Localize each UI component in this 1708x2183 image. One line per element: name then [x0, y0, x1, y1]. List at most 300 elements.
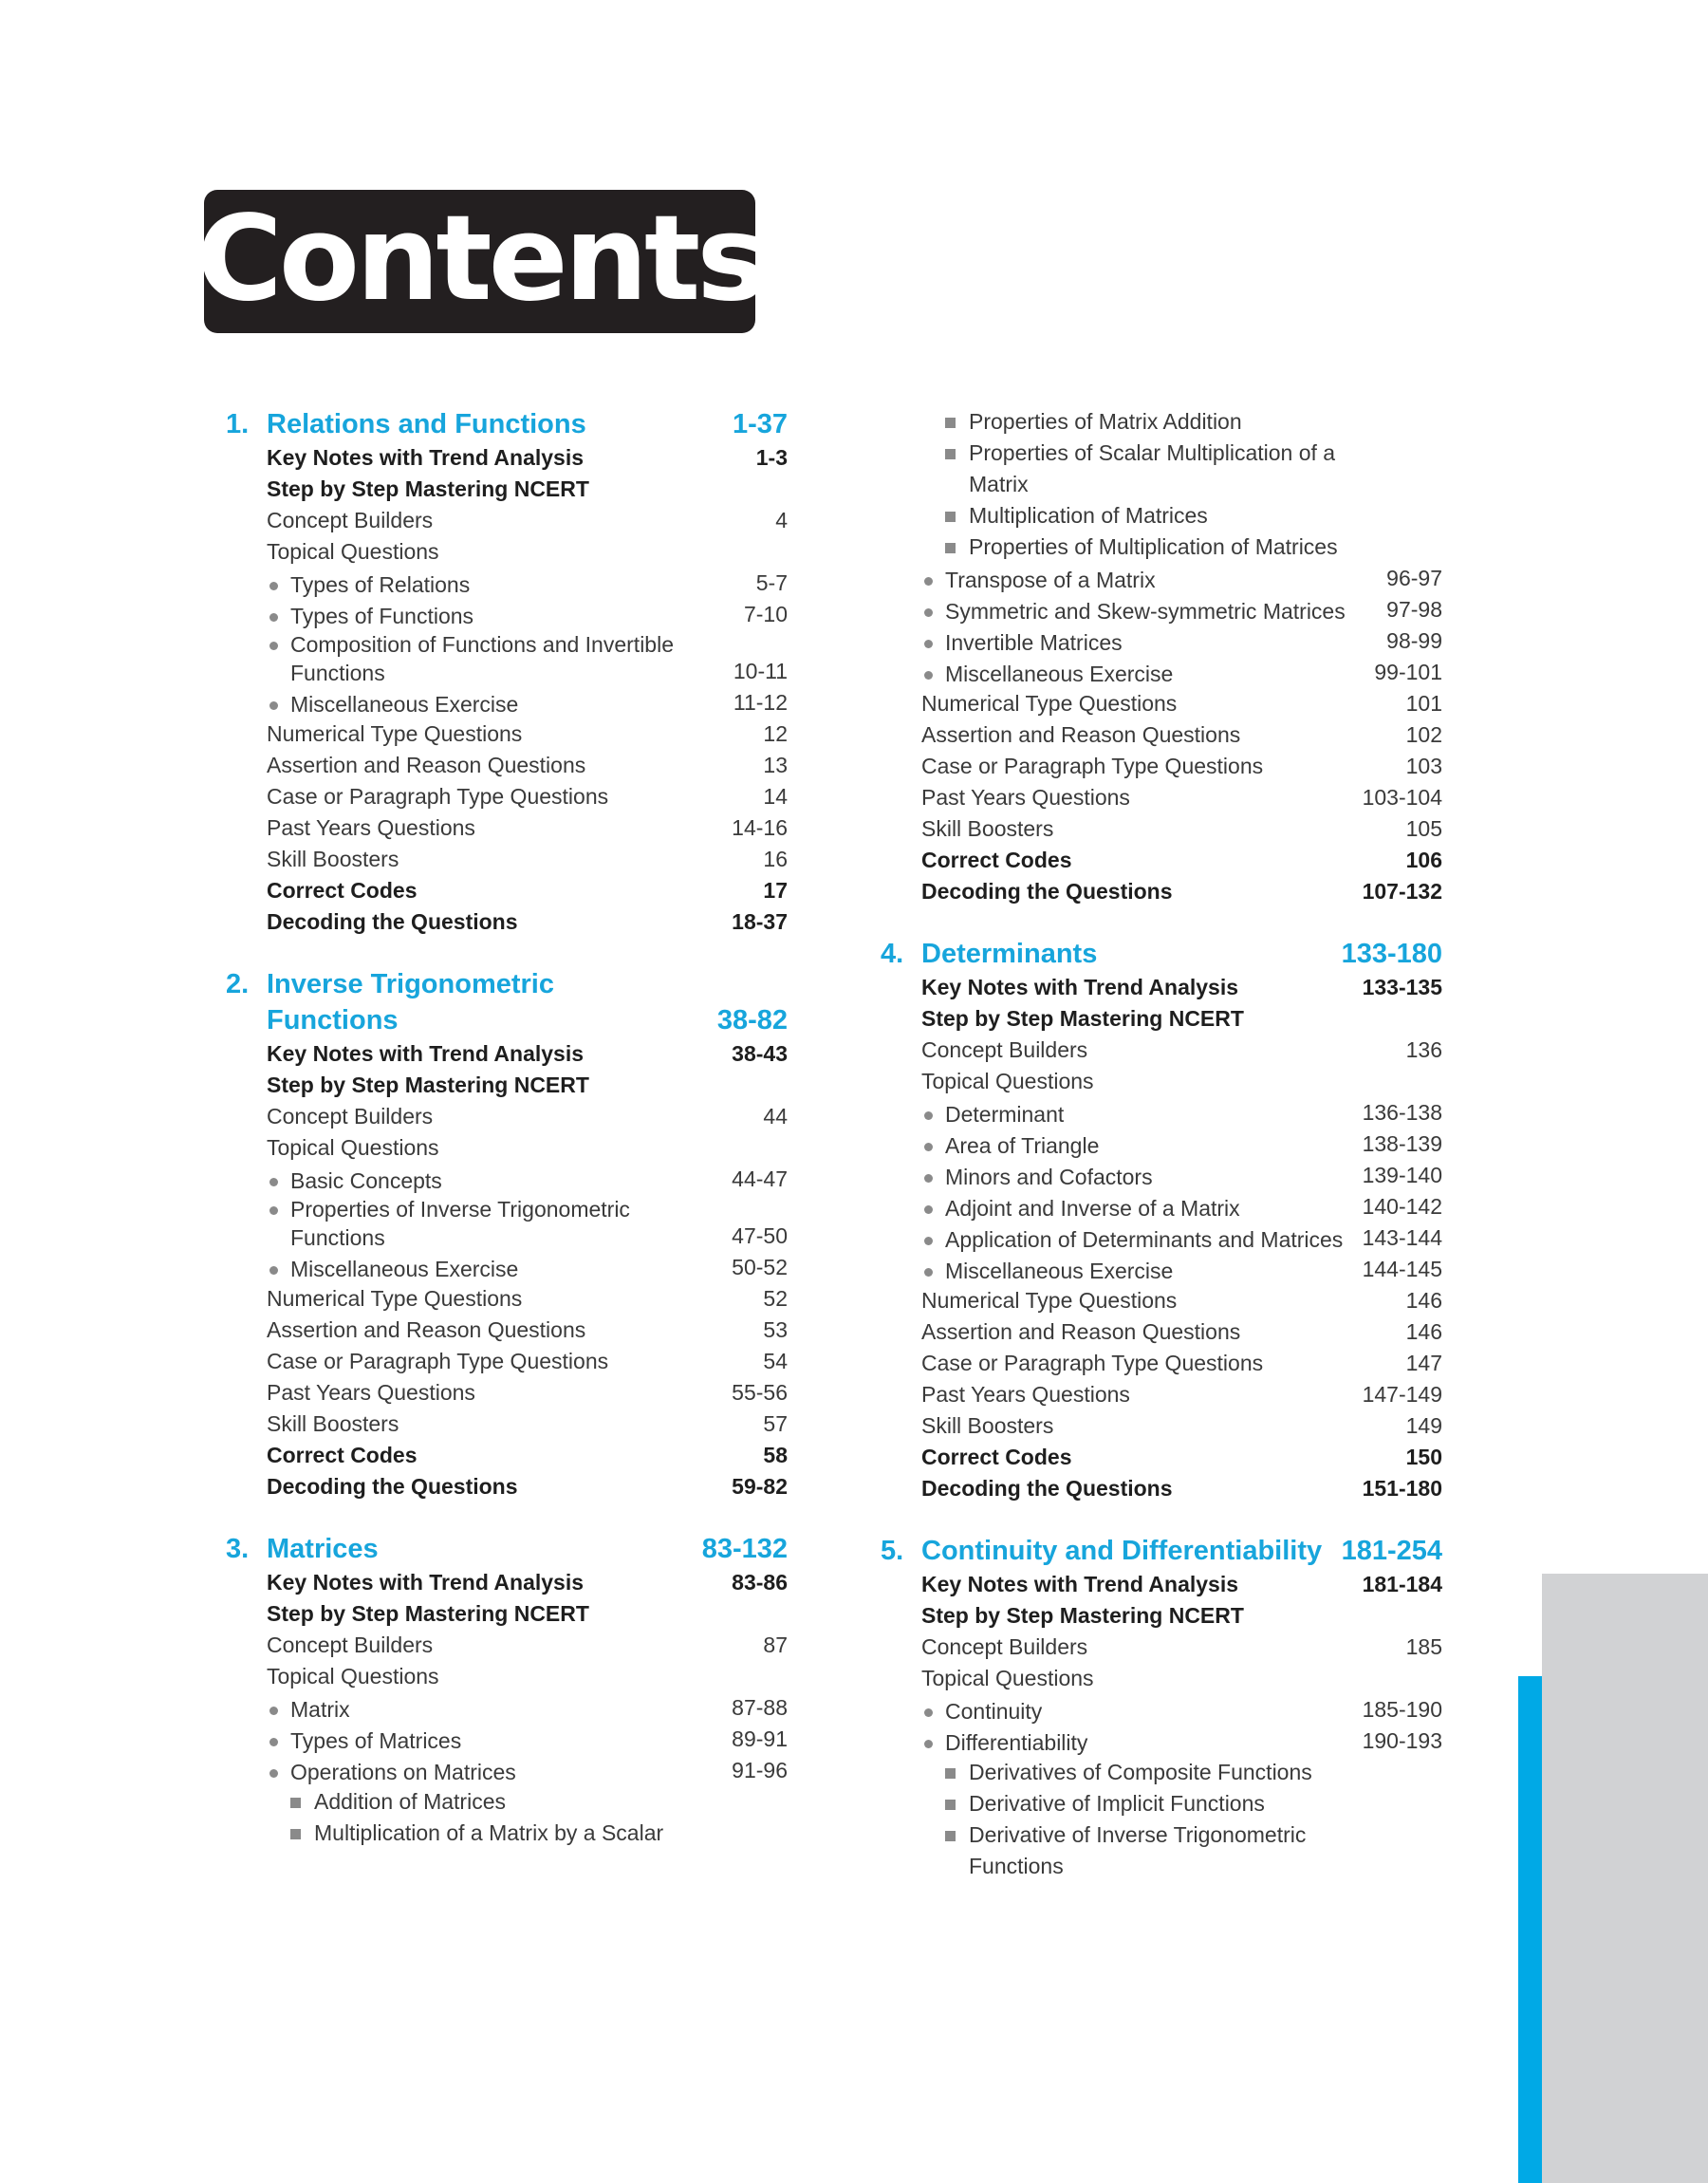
entry-text: Case or Paragraph Type Questions [267, 784, 609, 809]
entry-label [945, 1819, 1339, 1882]
entry-text: Area of Triangle [945, 1133, 1100, 1158]
entry-label [267, 536, 702, 568]
toc-subsubentry[interactable] [226, 1818, 788, 1849]
entry-label [921, 1257, 1357, 1285]
entry-text: Case or Paragraph Type Questions [267, 1349, 609, 1373]
entry-pages: 4 [775, 508, 788, 532]
entry-label [921, 628, 1357, 657]
toc-column-left [226, 406, 788, 1849]
entry-label [267, 1038, 702, 1070]
entry-pages: 185-190 [1362, 1697, 1442, 1722]
toc-subentry[interactable] [881, 563, 1442, 594]
entry-text: Key Notes with Trend Analysis [267, 1041, 585, 1066]
entry-text: Correct Codes [267, 878, 418, 903]
chapter-pages: 1-37 [732, 409, 788, 439]
toc-entry[interactable] [881, 1348, 1442, 1379]
entry-pages: 102 [1405, 722, 1442, 747]
toc-entry[interactable] [881, 1066, 1442, 1097]
entry-text: Concept Builders [921, 1634, 1088, 1659]
entry-pages: 190-193 [1362, 1728, 1442, 1753]
chapter-title: Relations and Functions [267, 409, 586, 439]
toc-subentry[interactable] [226, 1195, 788, 1252]
round-bullet-icon [924, 1143, 933, 1151]
entry-text: Topical Questions [267, 1135, 439, 1160]
entry-pages: 139-140 [1362, 1163, 1442, 1187]
entry-label [921, 1569, 1357, 1600]
entry-label [921, 1066, 1357, 1097]
toc-subentry[interactable] [881, 594, 1442, 625]
chapter-number: 5. [881, 1536, 904, 1566]
toc-entry[interactable] [881, 1003, 1442, 1035]
entry-label [267, 602, 702, 630]
toc-entry[interactable] [226, 750, 788, 781]
entry-label [921, 1442, 1357, 1473]
entry-text: Transpose of a Matrix [945, 568, 1156, 592]
chapter-block [226, 966, 788, 1502]
toc-subentry[interactable] [881, 1129, 1442, 1160]
chapter-heading[interactable] [881, 936, 1442, 972]
entry-pages: 17 [763, 878, 788, 903]
entry-label [921, 1035, 1357, 1066]
toc-subentry[interactable] [881, 657, 1442, 688]
entry-label [921, 1003, 1357, 1035]
toc-entry[interactable] [226, 1630, 788, 1661]
entry-pages: 150 [1405, 1445, 1442, 1469]
entry-pages: 44-47 [732, 1166, 788, 1191]
entry-text: Case or Paragraph Type Questions [921, 1351, 1264, 1375]
chapter-pages: 133-180 [1341, 939, 1442, 969]
round-bullet-icon [924, 671, 933, 680]
entry-pages: 57 [763, 1411, 788, 1436]
entry-label [921, 566, 1357, 594]
toc-entry[interactable] [226, 1132, 788, 1164]
entry-text: Properties of Multiplication of Matrices [969, 534, 1338, 559]
toc-entry[interactable] [226, 1315, 788, 1346]
toc-entry[interactable] [881, 1632, 1442, 1663]
entry-label [267, 1440, 702, 1471]
toc-subentry[interactable] [881, 1726, 1442, 1757]
entry-label [921, 1379, 1357, 1410]
entry-label [267, 442, 702, 474]
toc-entry[interactable] [226, 1567, 788, 1598]
entry-text: Key Notes with Trend Analysis [921, 1572, 1239, 1596]
round-bullet-icon [924, 640, 933, 648]
entry-text: Numerical Type Questions [267, 721, 523, 746]
entry-text: Application of Determinants and Matrices [945, 1227, 1344, 1252]
toc-entry[interactable] [226, 812, 788, 844]
chapter-heading[interactable] [226, 406, 788, 442]
toc-entry[interactable] [881, 1316, 1442, 1348]
chapter-pages: 181-254 [1341, 1536, 1442, 1566]
entry-label [267, 1132, 702, 1164]
entry-text: Skill Boosters [267, 1411, 399, 1436]
entry-text: Derivatives of Composite Functions [969, 1760, 1312, 1784]
round-bullet-icon [924, 1740, 933, 1748]
entry-pages: 96-97 [1386, 566, 1442, 590]
entry-label [921, 1697, 1357, 1726]
entry-pages: 136 [1405, 1037, 1442, 1062]
entry-label [267, 1471, 702, 1502]
entry-label [267, 1195, 698, 1252]
page-title: Contents [195, 190, 764, 327]
entry-pages: 151-180 [1362, 1476, 1442, 1501]
entry-pages: 136-138 [1362, 1100, 1442, 1125]
entry-label [921, 1194, 1357, 1222]
square-bullet-icon [945, 543, 956, 553]
toc-entry[interactable] [881, 845, 1442, 876]
entry-pages: 52 [763, 1286, 788, 1311]
chapter-heading[interactable] [226, 1531, 788, 1567]
toc-subentry[interactable] [881, 1694, 1442, 1726]
entry-pages: 58 [763, 1443, 788, 1467]
entry-pages: 87-88 [732, 1695, 788, 1720]
entry-text: Assertion and Reason Questions [267, 753, 586, 777]
entry-text: Assertion and Reason Questions [921, 1319, 1241, 1344]
entry-text: Decoding the Questions [921, 1476, 1173, 1501]
round-bullet-icon [924, 1205, 933, 1214]
entry-pages: 91-96 [732, 1758, 788, 1782]
round-bullet-icon [269, 582, 278, 590]
side-tab-grey [1542, 1574, 1708, 2183]
entry-pages: 107-132 [1362, 879, 1442, 904]
entry-pages: 83-86 [732, 1570, 788, 1595]
entry-pages: 53 [763, 1317, 788, 1342]
entry-text: Derivative of Implicit Functions [969, 1791, 1265, 1816]
entry-text: Concept Builders [267, 1633, 434, 1657]
round-bullet-icon [269, 642, 278, 650]
toc-subentry[interactable] [881, 1191, 1442, 1222]
toc-subsubentry[interactable] [881, 532, 1442, 563]
entry-label [267, 1315, 702, 1346]
toc-subentry[interactable] [226, 568, 788, 599]
toc-entry[interactable] [881, 813, 1442, 845]
toc-entry[interactable] [226, 1471, 788, 1502]
chapter-title: Matrices [267, 1534, 379, 1564]
contents-title-box [195, 190, 764, 333]
entry-text: Past Years Questions [921, 1382, 1130, 1407]
entry-label [267, 1598, 702, 1630]
square-bullet-icon [945, 1768, 956, 1779]
toc-entry[interactable] [226, 536, 788, 568]
entry-pages: 7-10 [743, 602, 788, 626]
entry-text: Step by Step Mastering NCERT [921, 1603, 1244, 1628]
toc-subsubentry[interactable] [881, 406, 1442, 438]
toc-subentry[interactable] [226, 1252, 788, 1283]
side-tab-blue [1518, 1676, 1542, 2183]
entry-label [921, 1163, 1357, 1191]
toc-entry[interactable] [226, 474, 788, 505]
chapter-number: 4. [881, 939, 904, 969]
entry-label [945, 1757, 1357, 1788]
toc-subsubentry[interactable] [881, 1819, 1442, 1882]
entry-text: Multiplication of a Matrix by a Scalar [314, 1820, 664, 1845]
entry-label [267, 1409, 702, 1440]
entry-text: Topical Questions [921, 1069, 1094, 1093]
toc-entry[interactable] [881, 1442, 1442, 1473]
entry-label [267, 474, 702, 505]
toc-entry[interactable] [226, 1283, 788, 1315]
toc-entry[interactable] [226, 1038, 788, 1070]
entry-text: Operations on Matrices [290, 1760, 516, 1784]
toc-subsubentry[interactable] [881, 1788, 1442, 1819]
round-bullet-icon [924, 577, 933, 586]
entry-label [945, 406, 1357, 438]
entry-label [921, 1473, 1357, 1504]
toc-subentry[interactable] [226, 687, 788, 718]
entry-label [267, 570, 702, 599]
entry-label [267, 1661, 702, 1692]
entry-label [267, 750, 702, 781]
entry-label [267, 718, 702, 750]
round-bullet-icon [924, 1174, 933, 1183]
toc-subsubentry[interactable] [881, 438, 1442, 500]
entry-text: Properties of Scalar Multiplication of a Matrix [969, 440, 1336, 496]
round-bullet-icon [269, 1707, 278, 1715]
entry-text: Skill Boosters [921, 816, 1054, 841]
toc-subsubentry[interactable] [881, 500, 1442, 532]
entry-text: Matrix [290, 1697, 350, 1722]
chapter-pages: 38-82 [716, 1005, 788, 1036]
entry-label [921, 813, 1357, 845]
entry-label [267, 690, 702, 718]
entry-pages: 13 [763, 753, 788, 777]
entry-text: Numerical Type Questions [267, 1286, 523, 1311]
round-bullet-icon [924, 1268, 933, 1277]
square-bullet-icon [945, 1831, 956, 1841]
toc-entry[interactable] [881, 1035, 1442, 1066]
round-bullet-icon [924, 1708, 933, 1717]
entry-text: Case or Paragraph Type Questions [921, 754, 1264, 778]
entry-pages: 18-37 [732, 909, 788, 934]
entry-text: Composition of Functions and Invertible Functions [290, 632, 674, 685]
toc-entry[interactable] [226, 1377, 788, 1409]
entry-label [267, 1070, 702, 1101]
toc-subentry[interactable] [881, 1254, 1442, 1285]
toc-entry[interactable] [226, 442, 788, 474]
entry-text: Decoding the Questions [921, 879, 1173, 904]
toc-entry[interactable] [881, 751, 1442, 782]
entry-pages: 1-3 [755, 445, 788, 470]
entry-text: Types of Matrices [290, 1728, 462, 1753]
entry-text: Miscellaneous Exercise [290, 692, 519, 717]
square-bullet-icon [945, 1800, 956, 1810]
entry-text: Types of Functions [290, 604, 474, 628]
round-bullet-icon [269, 701, 278, 710]
toc-subentry[interactable] [881, 1160, 1442, 1191]
chapter-heading[interactable] [881, 1533, 1442, 1569]
toc-entry[interactable] [226, 844, 788, 875]
entry-label [267, 1630, 702, 1661]
entry-label [267, 1166, 702, 1195]
round-bullet-icon [269, 1738, 278, 1746]
entry-label [290, 1818, 702, 1849]
entry-label [921, 876, 1357, 907]
entry-text: Miscellaneous Exercise [290, 1257, 519, 1281]
entry-text: Miscellaneous Exercise [945, 1259, 1174, 1283]
entry-pages: 98-99 [1386, 628, 1442, 653]
round-bullet-icon [269, 1266, 278, 1275]
entry-text: Concept Builders [267, 508, 434, 532]
entry-text: Differentiability [945, 1730, 1088, 1755]
toc-entry[interactable] [226, 1598, 788, 1630]
chapter-block [226, 1531, 788, 1849]
toc-subentry[interactable] [226, 1692, 788, 1724]
entry-label [267, 505, 702, 536]
square-bullet-icon [945, 449, 956, 459]
entry-pages: 50-52 [732, 1255, 788, 1279]
round-bullet-icon [269, 1178, 278, 1186]
toc-entry[interactable] [881, 1410, 1442, 1442]
chapter-number: 3. [226, 1534, 250, 1564]
entry-text: Concept Builders [921, 1037, 1088, 1062]
entry-label [921, 597, 1357, 625]
entry-text: Types of Relations [290, 572, 471, 597]
entry-text: Past Years Questions [921, 785, 1130, 810]
entry-text: Key Notes with Trend Analysis [921, 975, 1239, 999]
entry-text: Symmetric and Skew-symmetric Matrices [945, 599, 1346, 624]
entry-pages: 147-149 [1362, 1382, 1442, 1407]
entry-pages: 138-139 [1362, 1131, 1442, 1156]
toc-entry[interactable] [226, 1346, 788, 1377]
toc-entry[interactable] [881, 1663, 1442, 1694]
toc-subentry[interactable] [881, 625, 1442, 657]
entry-label [267, 1101, 702, 1132]
entry-label [921, 1728, 1357, 1757]
entry-label [267, 812, 702, 844]
toc-entry[interactable] [226, 1101, 788, 1132]
toc-entry[interactable] [881, 1285, 1442, 1316]
entry-pages: 16 [763, 847, 788, 871]
toc-subentry[interactable] [226, 1755, 788, 1786]
round-bullet-icon [269, 613, 278, 622]
toc-entry[interactable] [881, 1379, 1442, 1410]
chapter-title: Continuity and Differentiability [921, 1536, 1323, 1566]
entry-text: Correct Codes [267, 1443, 418, 1467]
entry-label [945, 532, 1357, 563]
entry-text: Correct Codes [921, 848, 1072, 872]
entry-label [921, 1131, 1357, 1160]
toc-entry[interactable] [881, 1569, 1442, 1600]
toc-subsubentry[interactable] [226, 1786, 788, 1818]
entry-label [921, 845, 1357, 876]
entry-text: Step by Step Mastering NCERT [921, 1006, 1244, 1031]
entry-pages: 181-184 [1362, 1572, 1442, 1596]
entry-text: Key Notes with Trend Analysis [267, 445, 585, 470]
entry-text: Skill Boosters [267, 847, 399, 871]
entry-label [267, 1726, 702, 1755]
entry-label [921, 1316, 1357, 1348]
chapter-block [881, 1533, 1442, 1882]
entry-text: Step by Step Mastering NCERT [267, 1073, 589, 1097]
entry-pages: 89-91 [732, 1726, 788, 1751]
toc-entry[interactable] [881, 782, 1442, 813]
toc-subentry[interactable] [226, 1164, 788, 1195]
toc-entry[interactable] [226, 906, 788, 938]
chapter-gap [226, 1502, 788, 1531]
chapter-block [881, 406, 1442, 907]
entry-label [267, 1255, 702, 1283]
toc-entry[interactable] [881, 972, 1442, 1003]
toc-entry[interactable] [226, 1070, 788, 1101]
entry-pages: 5-7 [755, 570, 788, 595]
entry-pages: 149 [1405, 1413, 1442, 1438]
toc-entry[interactable] [226, 781, 788, 812]
entry-label [921, 972, 1357, 1003]
toc-entry[interactable] [226, 875, 788, 906]
toc-entry[interactable] [881, 719, 1442, 751]
entry-text: Decoding the Questions [267, 1474, 518, 1499]
entry-label [945, 500, 1357, 532]
chapter-heading[interactable] [226, 966, 788, 1038]
entry-pages: 185 [1405, 1634, 1442, 1659]
toc-entry[interactable] [881, 1600, 1442, 1632]
entry-pages: 14 [763, 784, 788, 809]
entry-text: Numerical Type Questions [921, 1288, 1178, 1313]
toc-entry[interactable] [226, 1409, 788, 1440]
chapter-gap [881, 1504, 1442, 1533]
round-bullet-icon [924, 1237, 933, 1245]
entry-text: Assertion and Reason Questions [921, 722, 1241, 747]
toc-entry[interactable] [881, 876, 1442, 907]
entry-text: Decoding the Questions [267, 909, 518, 934]
entry-text: Properties of Matrix Addition [969, 409, 1242, 434]
toc-subentry[interactable] [881, 1222, 1442, 1254]
entry-label [267, 1377, 702, 1409]
entry-pages: 38-43 [732, 1041, 788, 1066]
chapter-title: Determinants [921, 939, 1098, 969]
toc-entry[interactable] [226, 718, 788, 750]
chapter-gap [881, 907, 1442, 936]
toc-subentry[interactable] [226, 1724, 788, 1755]
entry-label [267, 875, 702, 906]
entry-pages: 143-144 [1362, 1225, 1442, 1250]
entry-pages: 44 [763, 1104, 788, 1129]
chapter-block [226, 406, 788, 938]
toc-entry[interactable] [881, 688, 1442, 719]
entry-pages: 10-11 [733, 659, 788, 683]
entry-label [921, 1225, 1353, 1254]
entry-label [267, 1346, 702, 1377]
entry-pages: 11-12 [733, 690, 788, 715]
toc-entry[interactable] [226, 1440, 788, 1471]
entry-pages: 87 [763, 1633, 788, 1657]
entry-text: Determinant [945, 1102, 1065, 1127]
entry-pages: 106 [1405, 848, 1442, 872]
toc-subentry[interactable] [881, 1097, 1442, 1129]
entry-text: Past Years Questions [267, 1380, 475, 1405]
toc-subentry[interactable] [226, 599, 788, 630]
entry-label [921, 1663, 1357, 1694]
entry-text: Continuity [945, 1699, 1043, 1724]
entry-label [921, 1348, 1357, 1379]
entry-label [921, 1285, 1357, 1316]
toc-entry[interactable] [881, 1473, 1442, 1504]
entry-label [921, 1600, 1357, 1632]
chapter-block [881, 936, 1442, 1504]
entry-pages: 99-101 [1374, 660, 1442, 684]
toc-subentry[interactable] [226, 630, 788, 687]
toc-entry[interactable] [226, 1661, 788, 1692]
entry-label [945, 438, 1357, 500]
toc-entry[interactable] [226, 505, 788, 536]
entry-label [945, 1788, 1357, 1819]
entry-label [267, 844, 702, 875]
round-bullet-icon [924, 608, 933, 617]
toc-subsubentry[interactable] [881, 1757, 1442, 1788]
entry-pages: 97-98 [1386, 597, 1442, 622]
entry-label [921, 782, 1357, 813]
square-bullet-icon [290, 1829, 301, 1839]
